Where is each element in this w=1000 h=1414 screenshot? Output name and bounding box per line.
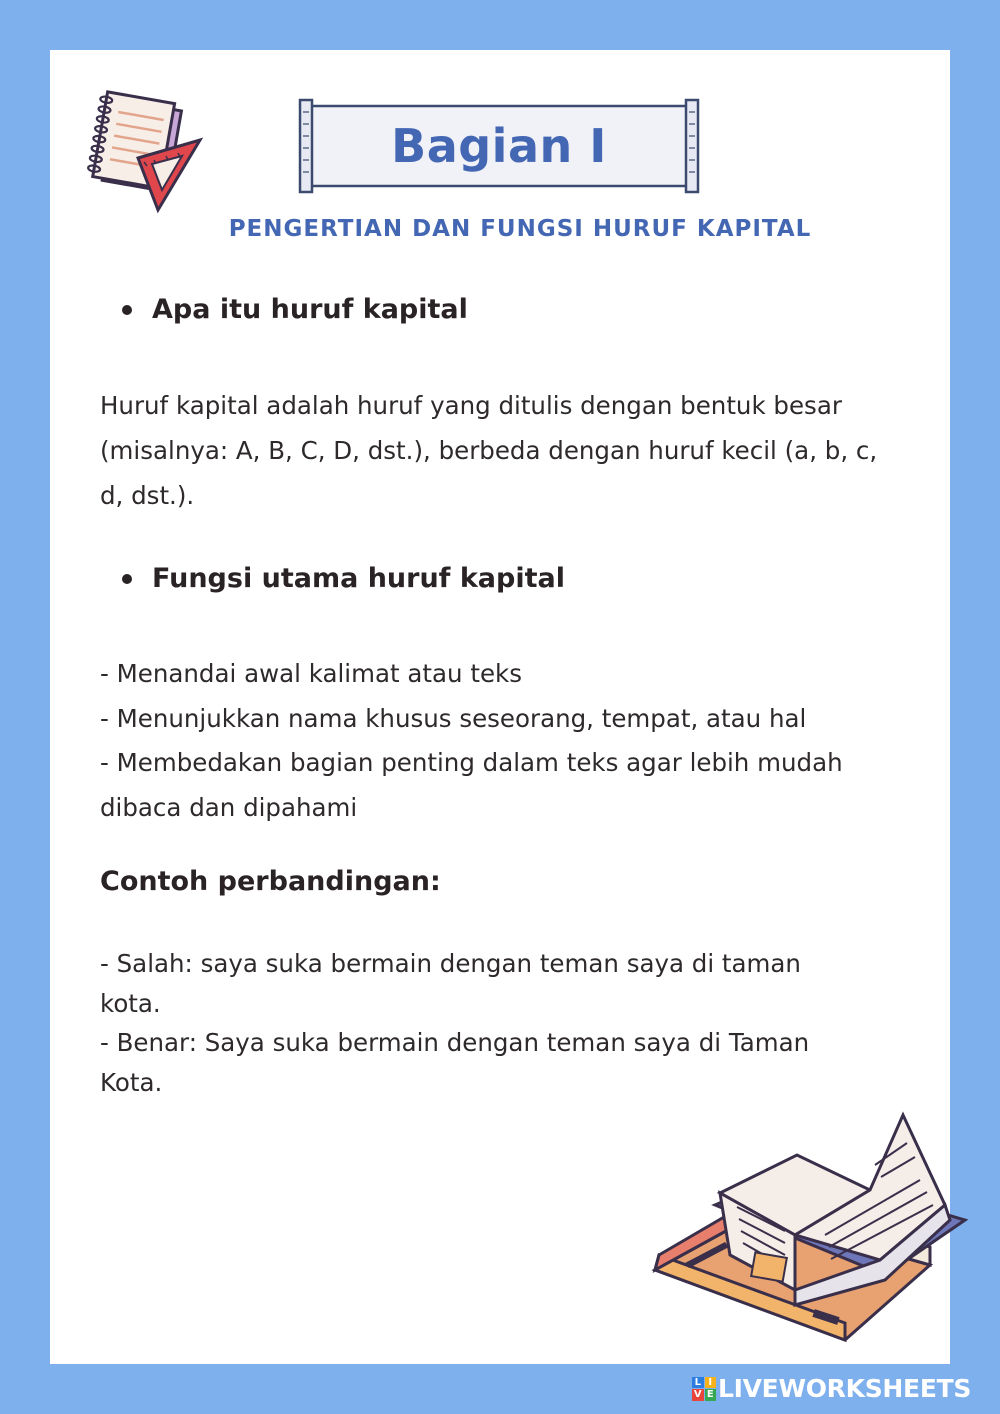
books-icon xyxy=(645,1095,970,1350)
logo-letter: V xyxy=(693,1389,702,1400)
notebook-ruler-icon xyxy=(78,90,208,215)
logo-letter: E xyxy=(705,1389,717,1401)
page-title: Bagian I xyxy=(391,119,607,173)
list-item: dibaca dan dipahami xyxy=(100,792,358,822)
section-heading-definition xyxy=(122,294,468,325)
list-item: - Menunjukkan nama khusus seseorang, tempat, atau hal xyxy=(100,703,807,733)
bullet-icon xyxy=(122,574,132,584)
list-item: - Menandai awal kalimat atau teks xyxy=(100,659,522,688)
section-heading-functions xyxy=(122,563,565,594)
list-item: - Benar: Saya suka bermain dengan teman saya di Taman xyxy=(100,1028,810,1057)
section-heading-text: Fungsi utama huruf kapital xyxy=(152,563,565,594)
section-heading-text: Apa itu huruf kapital xyxy=(152,294,468,325)
logo-letter: L xyxy=(692,1377,704,1389)
paragraph-line: Huruf kapital adalah huruf yang ditulis dengan bentuk besar xyxy=(100,391,842,420)
worksheet-page xyxy=(50,50,950,1364)
liveworksheets-logo[interactable] xyxy=(692,1374,971,1403)
list-item: - Membedakan bagian penting dalam teks agar lebih mudah xyxy=(100,748,843,777)
liveworksheets-logo-text: LIVEWORKSHEETS xyxy=(718,1374,972,1403)
page-subtitle: PENGERTIAN DAN FUNGSI HURUF KAPITAL xyxy=(228,216,812,242)
definition-paragraph xyxy=(100,383,915,518)
functions-list xyxy=(100,652,915,830)
list-item: Kota. xyxy=(100,1067,163,1097)
logo-letter: I xyxy=(705,1377,717,1389)
comparison-examples xyxy=(100,944,915,1102)
paragraph-line: d, dst.). xyxy=(100,481,195,510)
list-item: kota. xyxy=(100,988,161,1018)
paragraph-line: (misalnya: A, B, C, D, dst.), berbeda dengan huruf kecil (a, b, c, xyxy=(100,436,878,465)
list-item: - Salah: saya suka bermain dengan teman saya di taman xyxy=(100,949,801,978)
comparison-heading: Contoh perbandingan: xyxy=(100,866,441,897)
liveworksheets-logo-icon xyxy=(692,1377,716,1401)
bullet-icon xyxy=(122,305,132,315)
